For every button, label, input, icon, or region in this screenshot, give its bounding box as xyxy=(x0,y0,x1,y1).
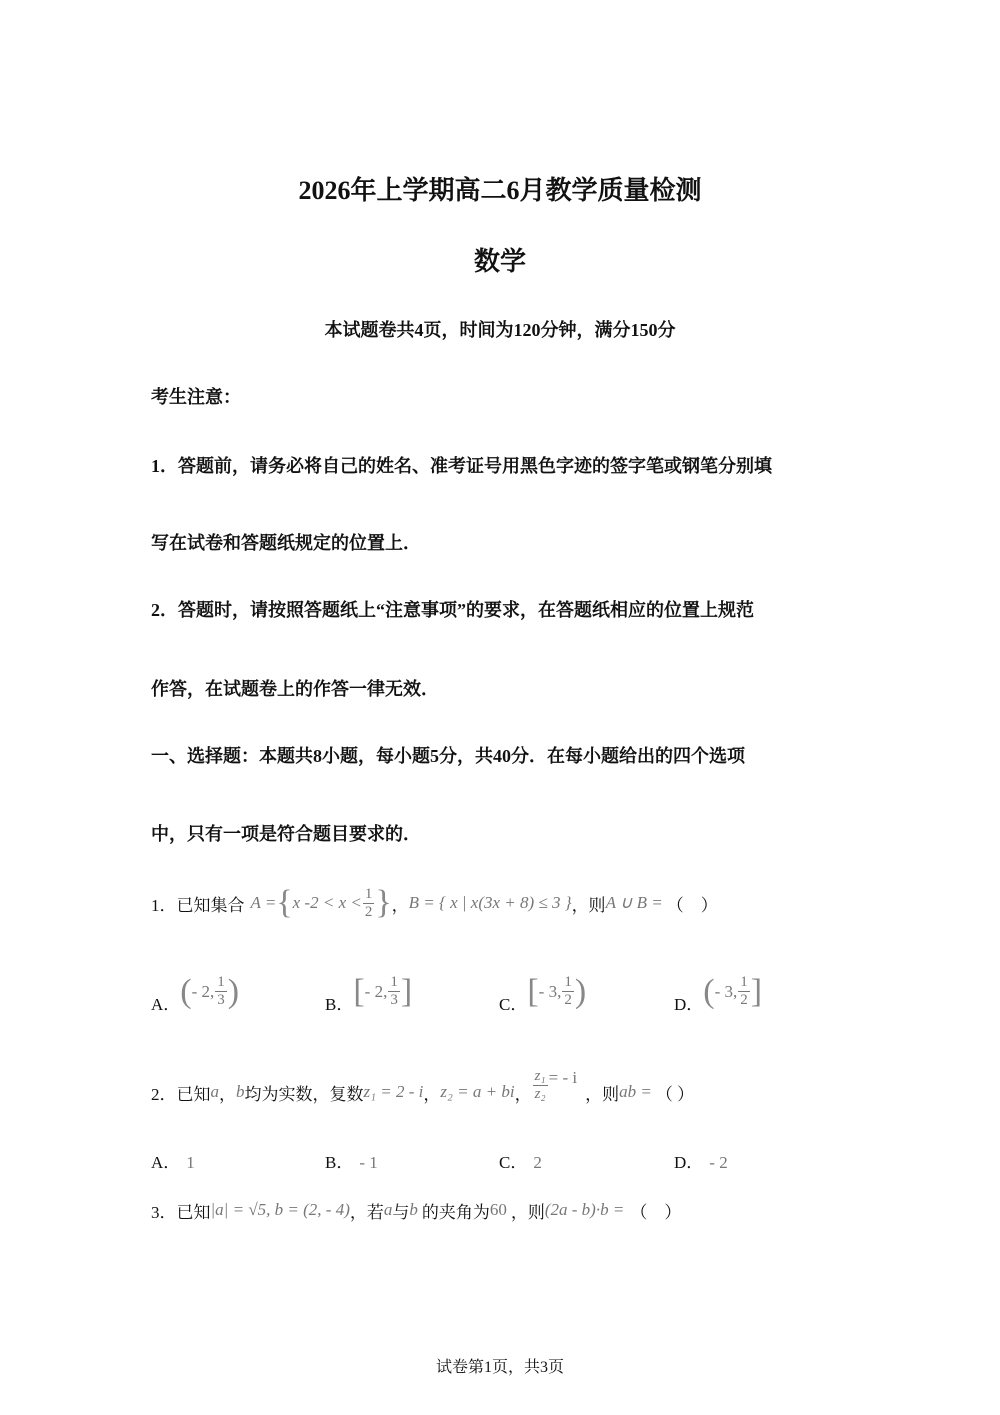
answer-blank: （ ） xyxy=(655,1084,695,1104)
brace-close: } xyxy=(375,884,392,921)
question-1: 1．已知集合 A = { x -2 < x < $\frac{1}{2}$ } ， B = { x | x(3x + 8) ≤ 3 } ，则 A ∪ B = （ ） xyxy=(151,884,718,921)
question-3: 3．已知 |a| = √5, b = (2, - 4) ，若 a 与 b 的夹角为 60 ，则 (2a - b)·b = （ ） xyxy=(151,1192,681,1228)
z2-expression: z₂ = a + bi xyxy=(440,1082,515,1101)
union-expression: A ∪ B = xyxy=(605,893,663,912)
notice-item-2-line-1: 2．答题时，请按照答题纸上“注意事项”的要求，在答题纸相应的位置上规范 xyxy=(151,600,754,620)
answer-blank: （ ） xyxy=(666,895,718,915)
notice-item-1-line-2: 写在试卷和答题纸规定的位置上． xyxy=(151,533,421,553)
notice-item-2-line-2: 作答，在试题卷上的作答一律无效． xyxy=(151,679,439,699)
dot-product-expression: (2a - b)·b = xyxy=(544,1200,625,1219)
q1-option-b: B． [ - 2, $\frac{1}{3}$ ] xyxy=(325,972,413,1014)
fraction-one-half: $\frac{1}{2}$ xyxy=(364,885,373,920)
notice-heading: 考生注意： xyxy=(151,387,241,407)
answer-blank: （ ） xyxy=(630,1202,682,1222)
page-footer: 试卷第1页，共3页 xyxy=(435,1359,564,1376)
page-title: 2026年上学期高二6月教学质量检测 xyxy=(298,176,702,205)
q2-option-a: A． 1 xyxy=(151,1153,195,1172)
question-2: 2．已知 a ， b 均为实数，复数 z₁ = 2 - i ， z₂ = a + bi ， $\frac{\text{z₁}}{\text{z₂}}$ = - i ，则 ab = （ ） xyxy=(151,1067,695,1104)
q1-option-d: D． ( - 3, $\frac{1}{2}$ ] xyxy=(674,972,763,1014)
section-1-line-1: 一、选择题：本题共8小题，每小题5分，共40分．在每小题给出的四个选项 xyxy=(151,746,745,766)
q1-option-a: A． ( - 2, $\frac{1}{3}$ ) xyxy=(151,972,240,1014)
vector-condition: |a| = √5, b = (2, - 4) xyxy=(210,1200,350,1219)
exam-info: 本试题卷共4页，时间为120分钟，满分150分 xyxy=(324,320,676,340)
z1-expression: z₁ = 2 - i xyxy=(363,1082,424,1101)
q2-option-c: C． 2 xyxy=(499,1153,542,1172)
subject-title: 数学 xyxy=(473,247,526,276)
set-a-condition: x -2 < x < xyxy=(292,893,362,912)
q2-option-b: B． - 1 xyxy=(325,1153,378,1172)
fraction-z1-over-z2: $\frac{\text{z₁}}{\text{z₂}}$ xyxy=(534,1067,546,1102)
q2-option-d: D． - 2 xyxy=(674,1153,728,1172)
section-1-line-2: 中，只有一项是符合题目要求的． xyxy=(151,824,421,844)
set-b-expression: B = { x | x(3x + 8) ≤ 3 } xyxy=(408,893,572,912)
notice-item-1-line-1: 1．答题前，请务必将自己的姓名、准考证号用黑色字迹的签字笔或钢笔分别填 xyxy=(151,456,772,476)
set-a-lhs: A = xyxy=(250,893,277,912)
q1-option-c: C． [ - 3, $\frac{1}{2}$ ) xyxy=(499,972,587,1014)
question-1-prefix: 1．已知集合 xyxy=(151,895,245,915)
brace-open: { xyxy=(276,884,293,921)
